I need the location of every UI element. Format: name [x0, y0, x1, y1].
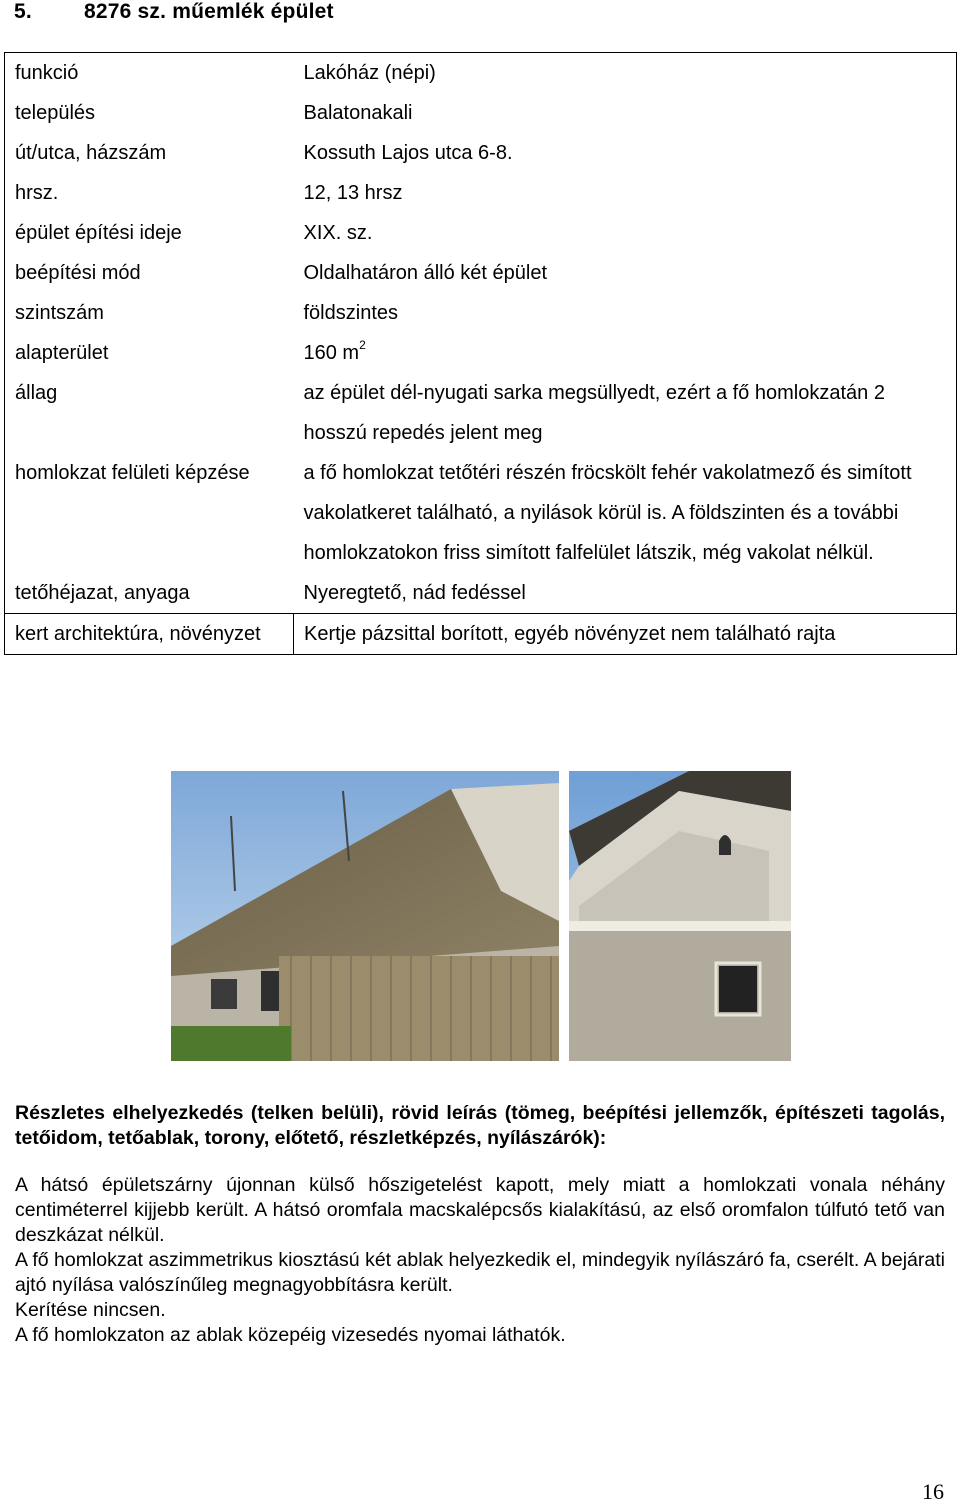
info-row-function	[5, 53, 957, 94]
info-key: szintszám	[15, 302, 104, 324]
info-row-build-time	[5, 213, 957, 253]
info-row-garden	[5, 614, 957, 655]
photo-strip	[171, 771, 791, 1061]
info-key: állag	[15, 382, 58, 404]
info-value: Oldalhatáron álló két épület	[303, 262, 547, 284]
description-heading: Részletes elhelyezkedés (telken belüli), rövid leírás (tömeg, beépítési jellemzők, építészeti tagolás, tetőidom, tetőablak, torony, előtető, részletképzés, nyílászárók):	[15, 1102, 945, 1149]
floor-area-unit-superscript: 2	[359, 338, 366, 352]
description-paragraph-3: Kerítése nincsen.	[15, 1299, 166, 1321]
info-row-roof	[5, 573, 957, 614]
detailed-description	[15, 1101, 945, 1348]
page-number: 16	[922, 1479, 944, 1504]
info-key: település	[15, 102, 96, 124]
info-key: út/utca, házszám	[15, 142, 167, 164]
info-row-facade	[5, 453, 957, 573]
info-key: alapterület	[15, 342, 109, 364]
info-key: funkció	[15, 62, 79, 84]
page-heading	[14, 0, 334, 24]
info-value: az épület dél-nyugati sarka megsüllyedt, ezért a fő homlokzatán 2 hosszú repedés jelent meg	[303, 382, 885, 444]
info-value: 12, 13 hrsz	[303, 182, 403, 204]
photo-house-gable-view-illustration	[569, 771, 791, 1061]
info-value: Lakóház (népi)	[303, 62, 436, 84]
info-row-condition	[5, 373, 957, 453]
info-key: kert architektúra, növényzet	[5, 614, 294, 655]
info-value: a fő homlokzat tetőtéri részén fröcskölt fehér vakolatmező és simított vakolatkeret található, a nyilások körül is. A földszinten és a további homlokzatokon friss simított falfelület látszik, még vakolat nélkül.	[303, 462, 912, 564]
heading-title: 8276 sz. műemlék épület	[84, 0, 334, 23]
description-paragraph-1: A hátsó épületszárny újonnan külső hőszigetelést kapott, mely miatt a homlokzati vonala néhány centiméterrel kijjebb került. A hátsó oromfala macskalépcsős kialakítású, az első oromfalon túlfutó tető van deszkázat nélkül.	[15, 1174, 945, 1246]
info-row-settlement	[5, 93, 957, 133]
info-value: Kertje pázsittal borított, egyéb növényzet nem található rajta	[294, 614, 957, 655]
info-value: Kossuth Lajos utca 6-8.	[303, 142, 513, 164]
photo-house-side-view	[171, 771, 559, 1061]
info-row-levels	[5, 293, 957, 333]
info-value: XIX. sz.	[303, 222, 373, 244]
info-key: tetőhéjazat, anyaga	[15, 582, 190, 604]
info-key: beépítési mód	[15, 262, 141, 284]
photo-house-gable-view	[569, 771, 791, 1061]
floor-area-value: 160 m	[303, 342, 360, 364]
description-paragraph-4: A fő homlokzaton az ablak közepéig vizesedés nyomai láthatók.	[15, 1324, 566, 1346]
description-paragraph-2: A fő homlokzat aszimmetrikus kiosztású két ablak helyezkedik el, mindegyik nyílászáró fa, cserélt. A bejárati ajtó nyílása valószínűleg megnagyobbításra került.	[15, 1249, 945, 1296]
info-key: homlokzat felületi képzése	[15, 462, 250, 484]
info-value: földszintes	[303, 302, 398, 324]
info-value: Balatonakali	[303, 102, 413, 124]
monument-info-table	[4, 52, 957, 655]
info-row-street	[5, 133, 957, 173]
info-key: épület építési ideje	[15, 222, 182, 244]
info-value	[294, 333, 957, 373]
info-value: Nyeregtető, nád fedéssel	[303, 582, 526, 604]
photo-house-side-view-illustration	[171, 771, 559, 1061]
info-row-building-mode	[5, 253, 957, 293]
info-row-parcel	[5, 173, 957, 213]
heading-number: 5.	[14, 0, 32, 23]
info-row-floor-area	[5, 333, 957, 373]
info-key: hrsz.	[15, 182, 59, 204]
